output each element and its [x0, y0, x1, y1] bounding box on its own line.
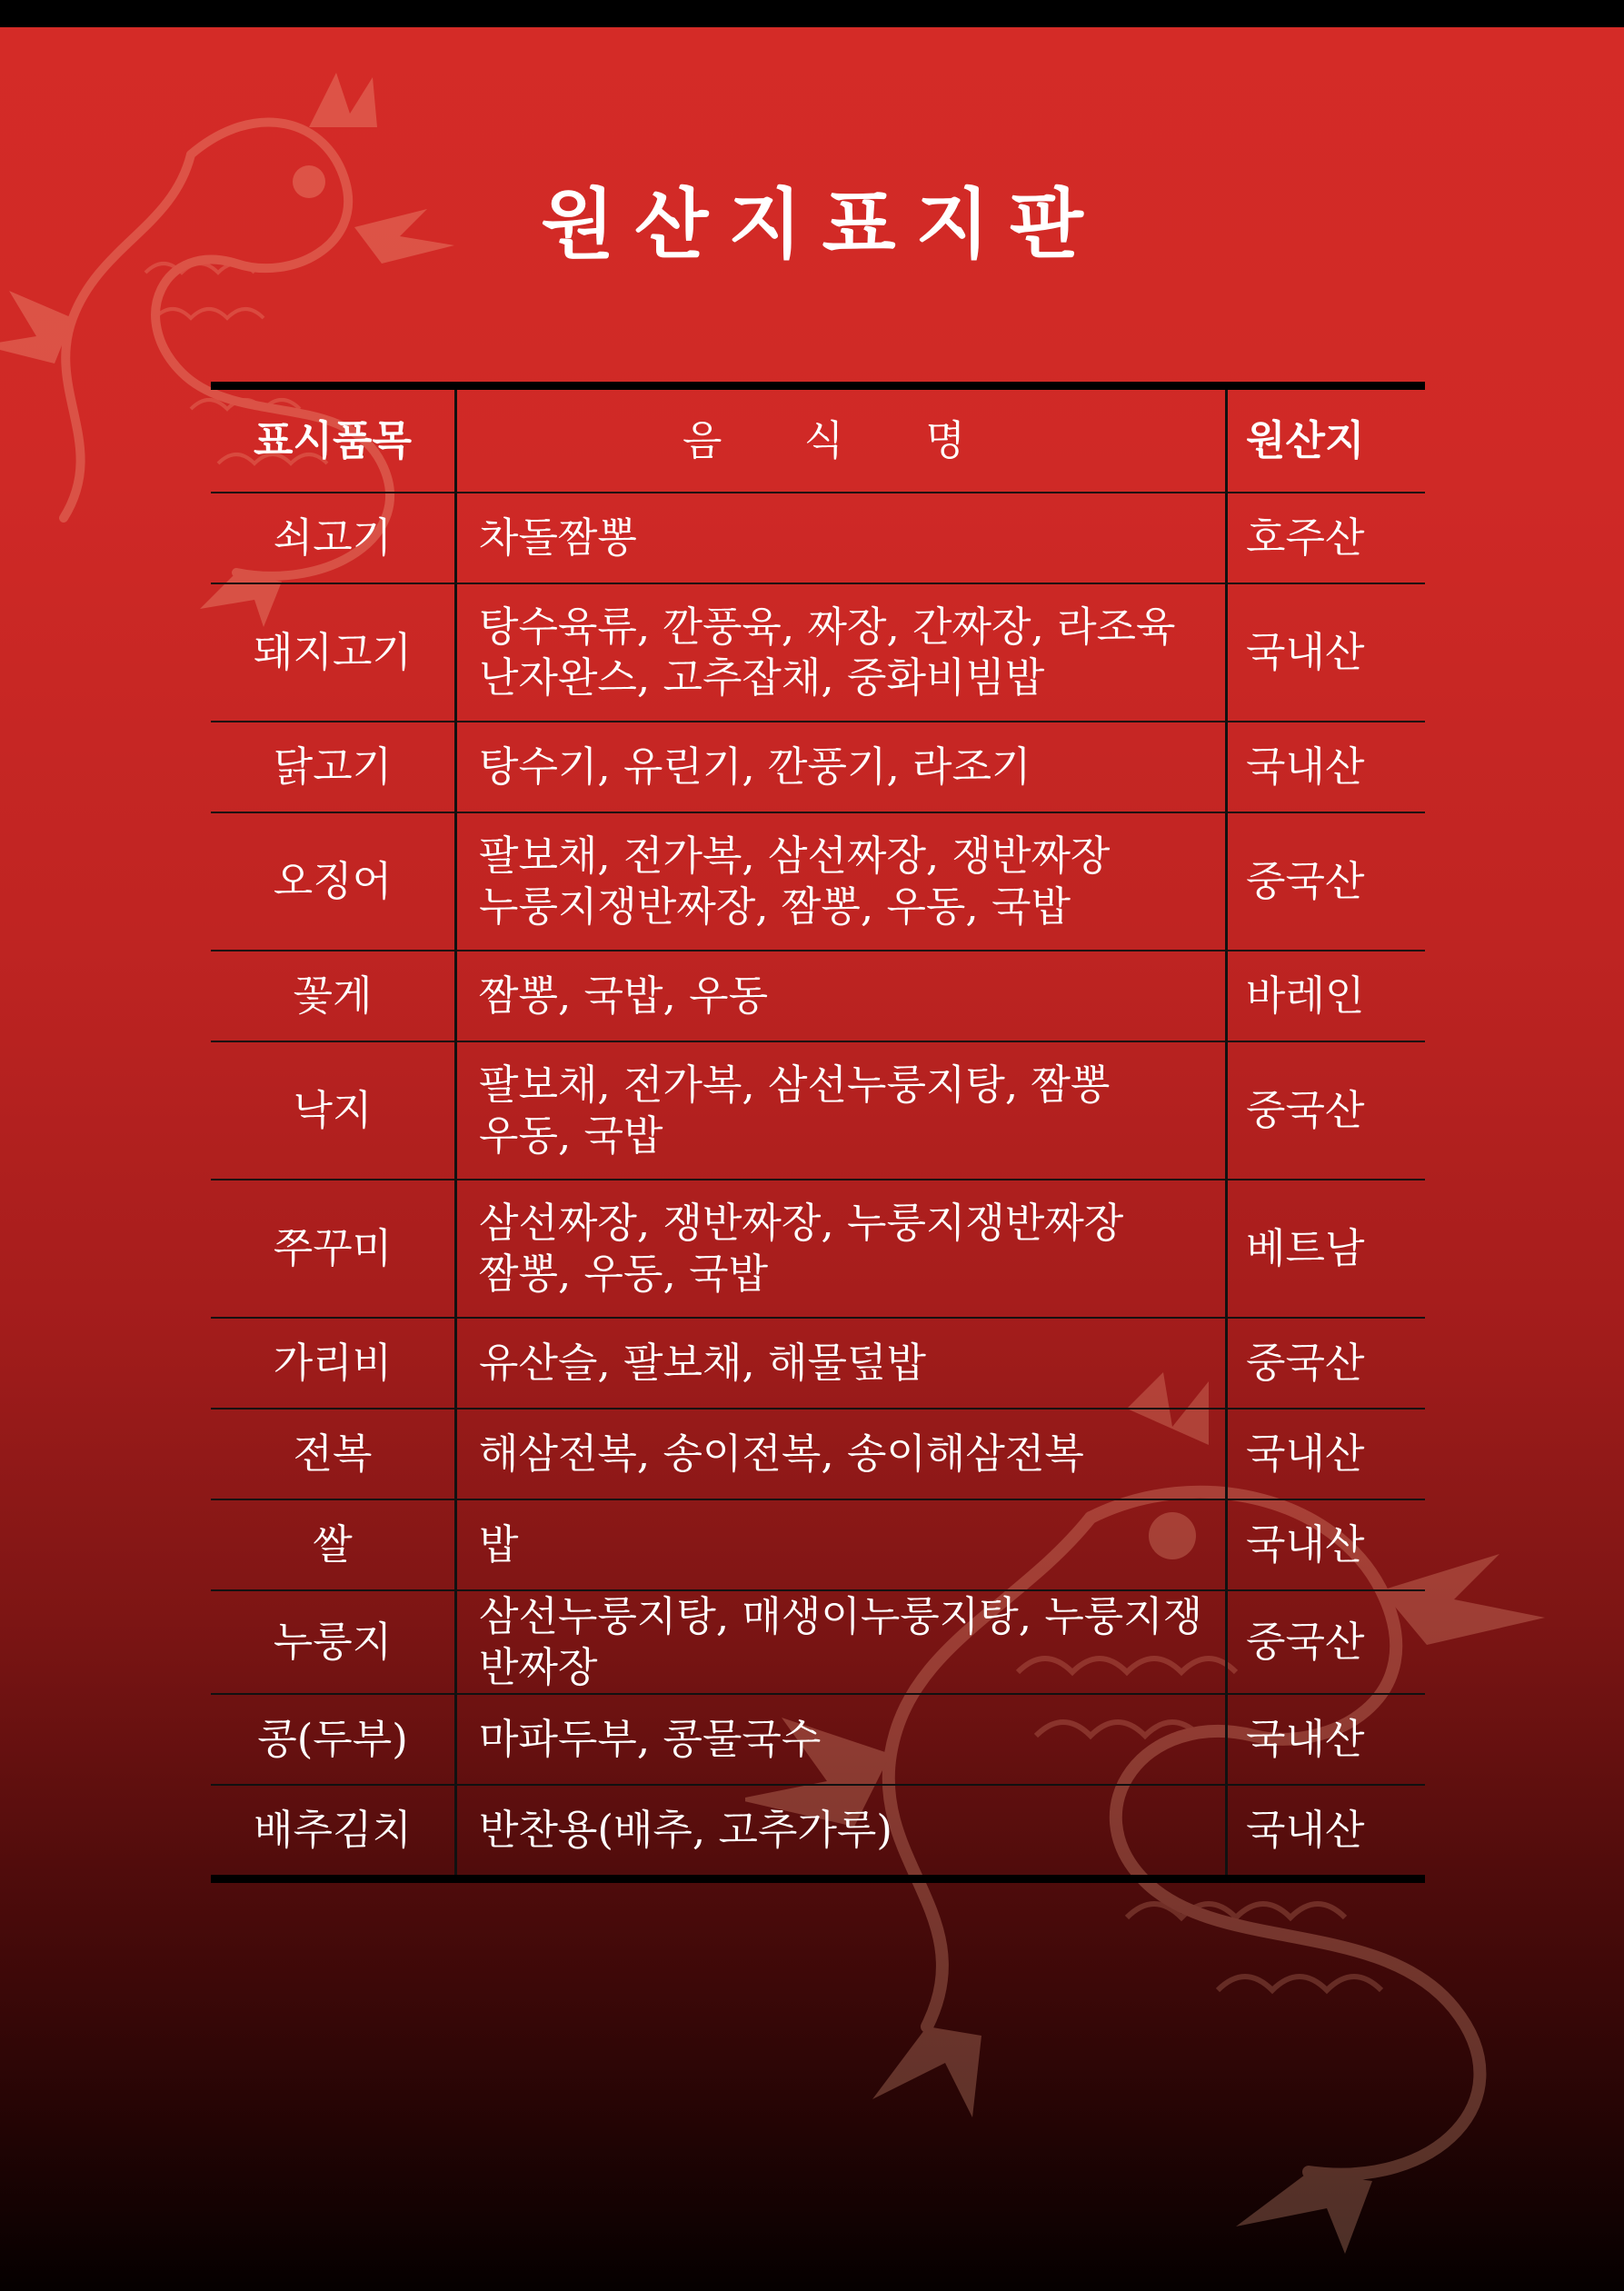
- table-row: [211, 951, 1425, 1041]
- origin-sign-poster: [0, 27, 1624, 2291]
- origin-cell: 바레인: [1227, 951, 1426, 1041]
- item-cell: 낙지: [211, 1041, 456, 1180]
- food-cell: [456, 1318, 1227, 1409]
- food-cell: [456, 493, 1227, 583]
- table-row: [211, 812, 1425, 951]
- food-cell: [456, 951, 1227, 1041]
- table-row: [211, 1409, 1425, 1499]
- food-line: 누룽지쟁반짜장, 짬뽕, 우동, 국밥: [479, 882, 1071, 931]
- food-line: 삼선누룽지탕, 매생이누룽지탕, 누룽지쟁반짜장: [479, 1592, 1203, 1691]
- header-origin: 원산지: [1227, 386, 1426, 493]
- food-line: 짬뽕, 우동, 국밥: [479, 1250, 769, 1298]
- table-row: [211, 1180, 1425, 1318]
- table-row: [211, 1694, 1425, 1785]
- food-line: 짬뽕, 국밥, 우동: [479, 971, 769, 1020]
- table-row: [211, 1590, 1425, 1694]
- food-cell: [456, 812, 1227, 951]
- food-line: 차돌짬뽕: [479, 513, 637, 562]
- food-line: 해삼전복, 송이전복, 송이해삼전복: [479, 1429, 1084, 1478]
- item-cell: 닭고기: [211, 722, 456, 812]
- item-cell: 누룽지: [211, 1590, 456, 1694]
- food-cell: [456, 583, 1227, 722]
- item-cell: 배추김치: [211, 1785, 456, 1879]
- item-cell: 꽃게: [211, 951, 456, 1041]
- table-row: [211, 493, 1425, 583]
- food-line: 반찬용(배추, 고추가루): [479, 1806, 892, 1854]
- origin-cell: 국내산: [1227, 583, 1426, 722]
- table-row: [211, 722, 1425, 812]
- origin-cell: 중국산: [1227, 1041, 1426, 1180]
- item-cell: 쌀: [211, 1499, 456, 1590]
- food-cell: [456, 722, 1227, 812]
- food-line: 밥: [479, 1520, 519, 1569]
- item-cell: 돼지고기: [211, 583, 456, 722]
- food-line: 탕수기, 유린기, 깐풍기, 라조기: [479, 742, 1031, 791]
- food-line: 탕수육류, 깐풍육, 짜장, 간짜장, 라조육: [479, 603, 1176, 651]
- food-cell: [456, 1499, 1227, 1590]
- origin-cell: 국내산: [1227, 1785, 1426, 1879]
- food-cell: [456, 1180, 1227, 1318]
- origin-cell: 호주산: [1227, 493, 1426, 583]
- origin-cell: 국내산: [1227, 1409, 1426, 1499]
- food-line: 팔보채, 전가복, 삼선짜장, 쟁반짜장: [479, 832, 1111, 880]
- table-header-row: [211, 386, 1425, 493]
- food-line: 팔보채, 전가복, 삼선누룽지탕, 짬뽕: [479, 1061, 1111, 1109]
- table-row: [211, 1318, 1425, 1409]
- origin-cell: 국내산: [1227, 1499, 1426, 1590]
- header-food: 음 식 명: [456, 386, 1227, 493]
- food-cell: [456, 1785, 1227, 1879]
- food-cell: [456, 1041, 1227, 1180]
- item-cell: 쭈꾸미: [211, 1180, 456, 1318]
- origin-cell: 국내산: [1227, 722, 1426, 812]
- table-row: [211, 583, 1425, 722]
- origin-cell: 베트남: [1227, 1180, 1426, 1318]
- food-cell: [456, 1590, 1227, 1694]
- item-cell: 가리비: [211, 1318, 456, 1409]
- food-line: 삼선짜장, 쟁반짜장, 누룽지쟁반짜장: [479, 1199, 1124, 1247]
- page-title: 원산지표지판: [541, 180, 1103, 269]
- origin-cell: 중국산: [1227, 812, 1426, 951]
- food-cell: [456, 1694, 1227, 1785]
- table-row: [211, 1499, 1425, 1590]
- header-item: 표시품목: [211, 386, 456, 493]
- food-line: 난자완스, 고추잡채, 중화비빔밥: [479, 653, 1045, 702]
- origin-cell: 중국산: [1227, 1318, 1426, 1409]
- table-row: [211, 1785, 1425, 1879]
- origin-table: [211, 382, 1425, 1883]
- food-line: 마파두부, 콩물국수: [479, 1715, 822, 1763]
- top-border: [0, 0, 1624, 27]
- item-cell: 오징어: [211, 812, 456, 951]
- item-cell: 쇠고기: [211, 493, 456, 583]
- table-row: [211, 1041, 1425, 1180]
- food-cell: [456, 1409, 1227, 1499]
- item-cell: 전복: [211, 1409, 456, 1499]
- food-line: 유산슬, 팔보채, 해물덮밥: [479, 1339, 926, 1387]
- item-cell: 콩(두부): [211, 1694, 456, 1785]
- origin-cell: 중국산: [1227, 1590, 1426, 1694]
- food-line: 우동, 국밥: [479, 1111, 663, 1160]
- origin-cell: 국내산: [1227, 1694, 1426, 1785]
